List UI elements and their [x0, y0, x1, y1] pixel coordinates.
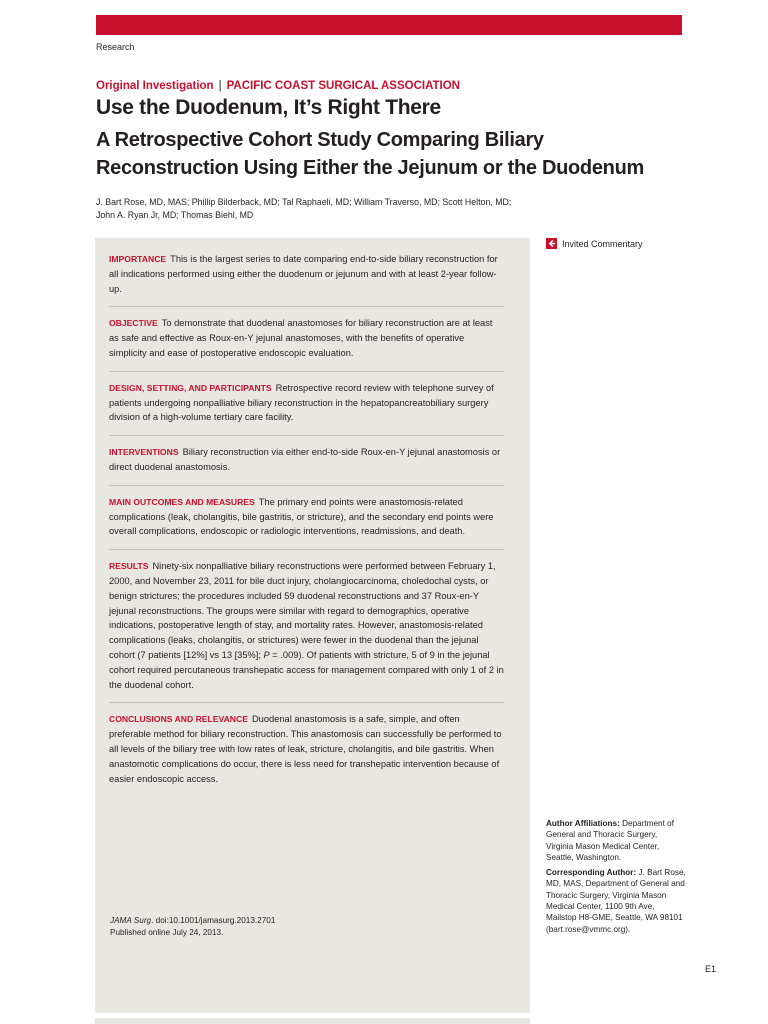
corresponding-paragraph — [546, 867, 686, 935]
abstract-text: Biliary reconstruction via either end-to-side Roux-en-Y jejunal anastomosis or direct duodenal anastomosis. — [109, 447, 501, 472]
published-date: Published online July 24, 2013. — [110, 927, 224, 937]
abstract-heading: RESULTS — [109, 561, 149, 572]
invited-commentary-label: Invited Commentary — [562, 238, 643, 249]
arrow-left-icon — [546, 238, 557, 249]
abstract-interventions — [109, 445, 504, 486]
abstract-text: Duodenal anastomosis is a safe, simple, and often preferable method for biliary reconstruction. This anastomosis can successfully be performed to all levels of the biliary tree with low rates of leak, stricture, cholangitis, and bile gastritis. When anastomotic complications do occur, there is less need for transhepatic intervention because of easier endoscopic access. — [109, 714, 502, 784]
abstract-text: Retrospective record review with telephone survey of patients undergoing nonpalliative biliary reconstruction in the hepatopancreatobiliary surgery division of a high-volume tertiary care facility. — [109, 382, 494, 423]
author-list: J. Bart Rose, MD, MAS; Phillip Bilderback, MD; Tal Raphaeli, MD; William Traverso, MD; Scott Helton, MD; John A. Ryan Jr, MD; Thomas Biehl, MD — [96, 197, 512, 220]
citation — [110, 915, 275, 938]
doi: . doi:10.1001/jamasurg.2013.2701 — [151, 916, 276, 925]
abstract-heading: MAIN OUTCOMES AND MEASURES — [109, 496, 255, 507]
separator: | — [218, 80, 222, 92]
corresponding-text: J. Bart Rose, MD, MAS, Department of General and Thoracic Surgery, Virginia Mason Medical Center, 1100 9th Ave, Mailstop H8-GME, Seattle, WA 98101 (bart.rose@vmmc.org). — [546, 868, 686, 934]
society-name: PACIFIC COAST SURGICAL ASSOCIATION — [226, 80, 460, 92]
abstract-box — [95, 238, 530, 1013]
section-label: Research — [96, 42, 135, 52]
invited-commentary-link[interactable] — [546, 238, 643, 249]
article-type: Original Investigation — [96, 80, 214, 92]
abstract-text: = .009). Of patients with stricture, 5 of 9 in the jejunal cohort required percutaneous transhepatic access for management compared with only 1 of 2 in the duodenal cohort. — [109, 649, 504, 690]
abstract-heading: DESIGN, SETTING, AND PARTICIPANTS — [109, 382, 272, 393]
abstract-conclusions — [109, 712, 504, 796]
abstract-results — [109, 559, 504, 703]
affiliations-label: Author Affiliations: — [546, 819, 620, 828]
abstract-heading: IMPORTANCE — [109, 254, 167, 264]
abstract-objective — [109, 316, 504, 371]
page-number: E1 — [705, 964, 717, 974]
corresponding-label: Corresponding Author: — [546, 868, 637, 878]
header-color-bar — [96, 15, 682, 35]
abstract-heading: OBJECTIVE — [109, 318, 158, 329]
affiliations-text: Department of General and Thoracic Surgery, Virginia Mason Medical Center, Seattle, Washington. — [546, 819, 674, 862]
article-subtitle: A Retrospective Cohort Study Comparing Biliary Reconstruction Using Either the Jejunum or the Duodenum — [96, 129, 644, 179]
abstract-outcomes — [109, 495, 504, 550]
abstract-design — [109, 381, 504, 436]
abstract-importance — [109, 252, 504, 307]
affiliations-paragraph — [546, 818, 686, 863]
abstract-text: The primary end points were anastomosis-related complications (leak, cholangitis, bile gastritis, or stricture), and the secondary end points were overall complications, endoscopic or radiologic interventions, readmissions, and death. — [109, 496, 494, 537]
abstract-box-footer — [95, 1018, 530, 1024]
abstract-heading: CONCLUSIONS AND RELEVANCE — [109, 714, 248, 725]
p-value-symbol: P — [263, 649, 270, 660]
article-type-line — [96, 80, 460, 92]
abstract-heading: INTERVENTIONS — [109, 447, 179, 458]
abstract-text: This is the largest series to date comparing end-to-side biliary reconstruction for all indications performed using either the duodenum or jejunum and with at least 2-year follow-up. — [109, 254, 498, 294]
abstract-text: To demonstrate that duodenal anastomoses for biliary reconstruction are at least as safe and effective as Roux-en-Y jejunal anastomoses, with the benefits of operative simplicity and ease of postoperative endoscopic evaluation. — [109, 318, 493, 358]
author-affiliations — [546, 818, 686, 939]
abstract-text: Ninety-six nonpalliative biliary reconstructions were performed between February 1, 2000, and November 23, 2011 for bile duct injury, cholangiocarcinoma, choledochal cysts, or benign strictures; the procedures included 59 duodenal reconstructions and 37 Roux-en-Y jejunal reconstructions. The groups were similar with regard to demographics, operative indications, postoperative length of stay, and mortality rates. However, anastomosis-related complications (leaks, cholangitis, or strictures) were fewer in the duodenal than the jejunal cohort (7 patients [12%] vs 13 [35%]; — [109, 561, 496, 660]
article-title: Use the Duodenum, It’s Right There — [96, 96, 441, 119]
journal-name: JAMA Surg — [110, 916, 152, 925]
